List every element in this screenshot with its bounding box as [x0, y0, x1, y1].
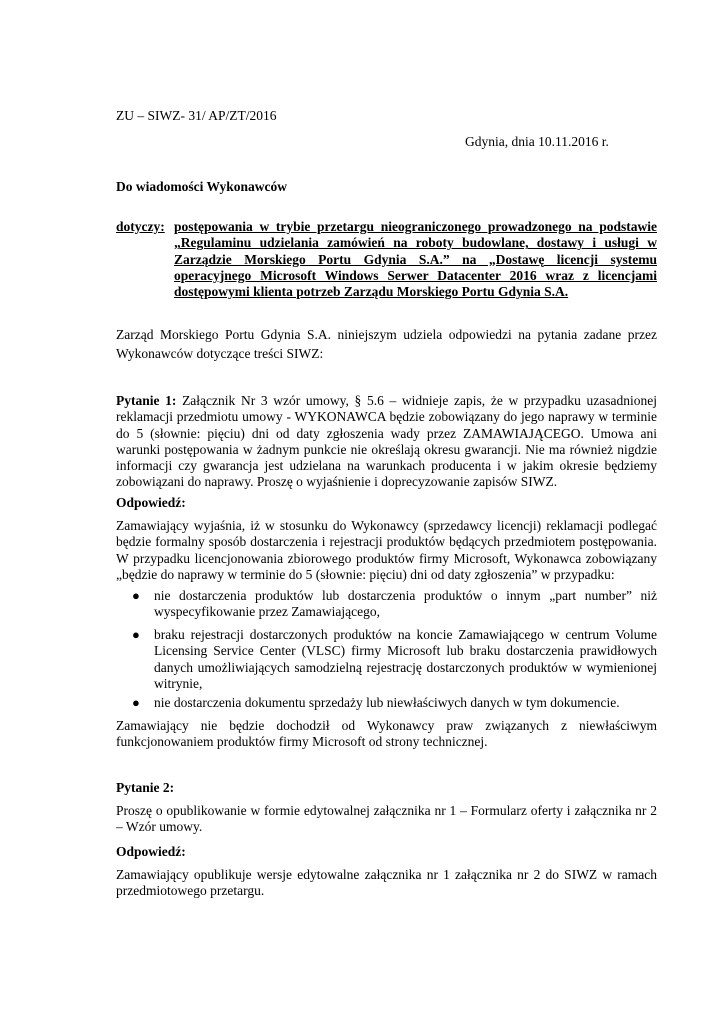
question-2-label: Pytanie 2:	[116, 780, 175, 795]
bullet-icon: ●	[132, 627, 140, 642]
bullet-icon: ●	[132, 588, 140, 603]
answer-1-label: Odpowiedź:	[116, 495, 186, 510]
subject-label: dotyczy:	[116, 219, 165, 234]
list-item-text: nie dostarczenia produktów lub dostarczenia produktów o innym „part number” niż wyspecyfikowanie przez Zamawiającego,	[154, 588, 657, 620]
question-1-text: Załącznik Nr 3 wzór umowy, § 5.6 – widnieje zapis, że w przypadku uzasadnionej reklamacji przedmiotu umowy - WYKONAWCA będzie zobowiązany do jego naprawy w terminie do 5 (słownie: pięciu) dni od daty zgłoszenia wady przez ZAMAWIAJĄCEGO. Umowa ani warunki postępowania w żadnym punkcie nie określają okresu gwarancji. Nie ma również nigdzie informacji czy gwarancja jest udzielana na warunkach producenta i w jakim okresie będziemy zobowiązani do naprawy. Proszę o wyjaśnienie i doprecyzowanie zapisów SIWZ.	[116, 393, 657, 490]
place-date: Gdynia, dnia 10.11.2016 r.	[465, 134, 609, 149]
list-item	[116, 627, 657, 692]
intro-paragraph: Zarząd Morskiego Portu Gdynia S.A. niniejszym udziela odpowiedzi na pytania zadane przez Wykonawców dotyczące treści SIWZ:	[116, 327, 657, 361]
answer-1-bullet-list	[116, 695, 657, 711]
list-item	[116, 695, 657, 711]
question-1	[116, 393, 657, 491]
answer-1-bullet-list	[116, 627, 657, 692]
answer-1-text: Zamawiający wyjaśnia, iż w stosunku do Wykonawcy (sprzedawcy licencji) reklamacji podlegać będzie formalny sposób dostarczenia i rejestracji produktów będących przedmiotem postępowania. W przypadku licencjonowania zbiorowego produktów firmy Microsoft, Wykonawca zobowiązany „będzie do naprawy w terminie do 5 (słownie: pięciu) dni od daty zgłoszenia” w przypadku:	[116, 518, 657, 582]
subject-block	[116, 219, 657, 300]
answer-2-label: Odpowiedź:	[116, 844, 186, 859]
list-item-text: nie dostarczenia dokumentu sprzedaży lub niewłaściwych danych w tym dokumencie.	[154, 695, 620, 710]
subject-text: postępowania w trybie przetargu nieograniczonego prowadzonego na podstawie „Regulaminu udzielania zamówień na roboty budowlane, dostawy i usługi w Zarządzie Morskiego Portu Gdynia S.A.” na „Dostawę licencji systemu operacyjnego Microsoft Windows Serwer Datacenter 2016 wraz z licencjami dostępowymi klienta potrzeb Zarządu Morskiego Portu Gdynia S.A.	[174, 219, 657, 300]
recipient-heading: Do wiadomości Wykonawców	[116, 179, 288, 194]
answer-1-bullet-list	[116, 588, 657, 621]
reference-number: ZU – SIWZ- 31/ AP/ZT/2016	[116, 108, 277, 123]
question-2-text: Proszę o opublikowanie w formie edytowalnej załącznika nr 1 – Formularz oferty i załącznika nr 2 – Wzór umowy.	[116, 803, 657, 835]
answer-2-text: Zamawiający opublikuje wersje edytowalne załącznika nr 1 załącznika nr 2 do SIWZ w ramach przedmiotowego przetargu.	[116, 867, 657, 899]
list-item-text: braku rejestracji dostarczonych produktów na koncie Zamawiającego w centrum Volume Licensing Service Center (VLSC) firmy Microsoft lub braku dostarczenia prawidłowych danych umożliwiających samodzielną rejestrację dostarczonych produktów w wymienionej witrynie,	[154, 627, 657, 691]
list-item	[116, 588, 657, 621]
answer-1-closing: Zamawiający nie będzie dochodził od Wykonawcy praw związanych z niewłaściwym funkcjonowaniem produktów firmy Microsoft od strony technicznej.	[116, 718, 657, 750]
bullet-icon: ●	[132, 695, 140, 710]
question-1-label: Pytanie 1:	[116, 393, 177, 408]
